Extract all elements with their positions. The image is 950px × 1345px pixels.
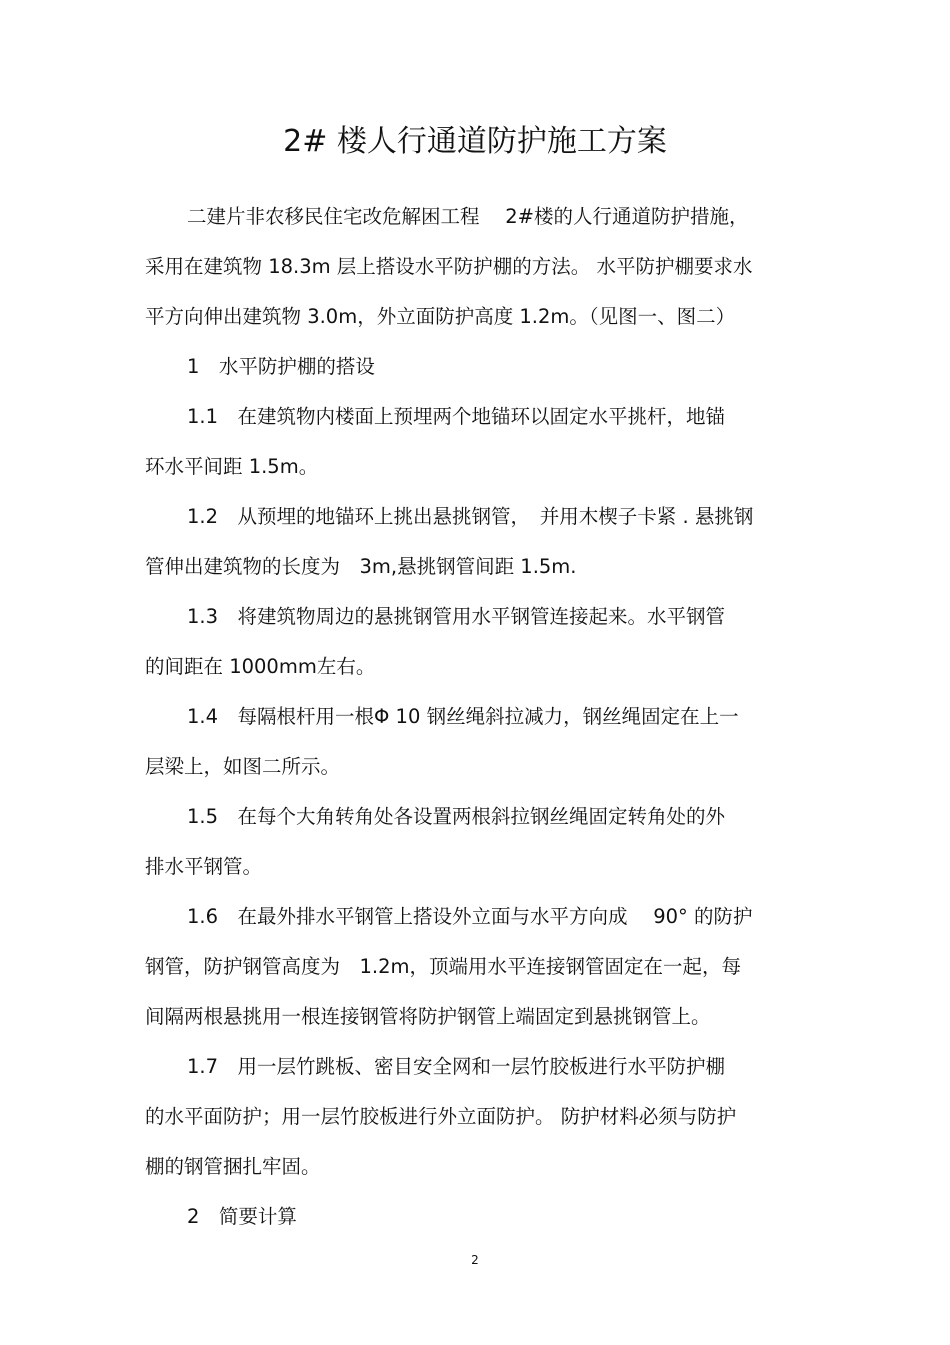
- body-line: 二建片非农移民住宅改危解困工程 2#楼的人行通道防护措施，: [187, 205, 749, 228]
- body-line: 环水平间距 1.5m。: [145, 455, 319, 478]
- section-heading: 1 水平防护棚的搭设: [187, 355, 375, 378]
- body-line: 层梁上，如图二所示。: [145, 755, 341, 778]
- body-line: 1.2 从预埋的地锚环上挑出悬挑钢管， 并用木楔子卡紧 . 悬挑钢: [187, 505, 754, 528]
- body-line: 排水平钢管。: [145, 855, 263, 878]
- body-line: 管伸出建筑物的长度为 3m,悬挑钢管间距 1.5m.: [145, 555, 577, 578]
- body-line: 采用在建筑物 18.3m 层上搭设水平防护棚的方法。 水平防护棚要求水: [145, 255, 753, 278]
- body-line: 1.1 在建筑物内楼面上预埋两个地锚环以固定水平挑杆，地锚: [187, 405, 726, 428]
- body-line: 棚的钢管捆扎牢固。: [145, 1155, 321, 1178]
- section-heading: 2 简要计算: [187, 1205, 297, 1228]
- body-line: 的水平面防护；用一层竹胶板进行外立面防护。 防护材料必须与防护: [145, 1105, 737, 1128]
- body-line: 1.5 在每个大角转角处各设置两根斜拉钢丝绳固定转角处的外: [187, 805, 726, 828]
- body-line: 1.3 将建筑物周边的悬挑钢管用水平钢管连接起来。水平钢管: [187, 605, 726, 628]
- body-line: 钢管，防护钢管高度为 1.2m，顶端用水平连接钢管固定在一起，每: [145, 955, 742, 978]
- document-title: 2# 楼人行通道防护施工方案: [283, 124, 667, 159]
- page-number: 2: [471, 1253, 479, 1267]
- body-line: 1.7 用一层竹跳板、密目安全网和一层竹胶板进行水平防护棚: [187, 1055, 726, 1078]
- body-line: 间隔两根悬挑用一根连接钢管将防护钢管上端固定到悬挑钢管上。: [145, 1005, 711, 1028]
- body-line: 的间距在 1000mm左右。: [145, 655, 376, 678]
- body-line: 1.6 在最外排水平钢管上搭设外立面与水平方向成 90° 的防护: [187, 905, 753, 928]
- body-line: 平方向伸出建筑物 3.0m，外立面防护高度 1.2m。（见图一、图二）: [145, 305, 736, 328]
- body-line: 1.4 每隔根杆用一根Φ 10 钢丝绳斜拉减力，钢丝绳固定在上一: [187, 705, 739, 728]
